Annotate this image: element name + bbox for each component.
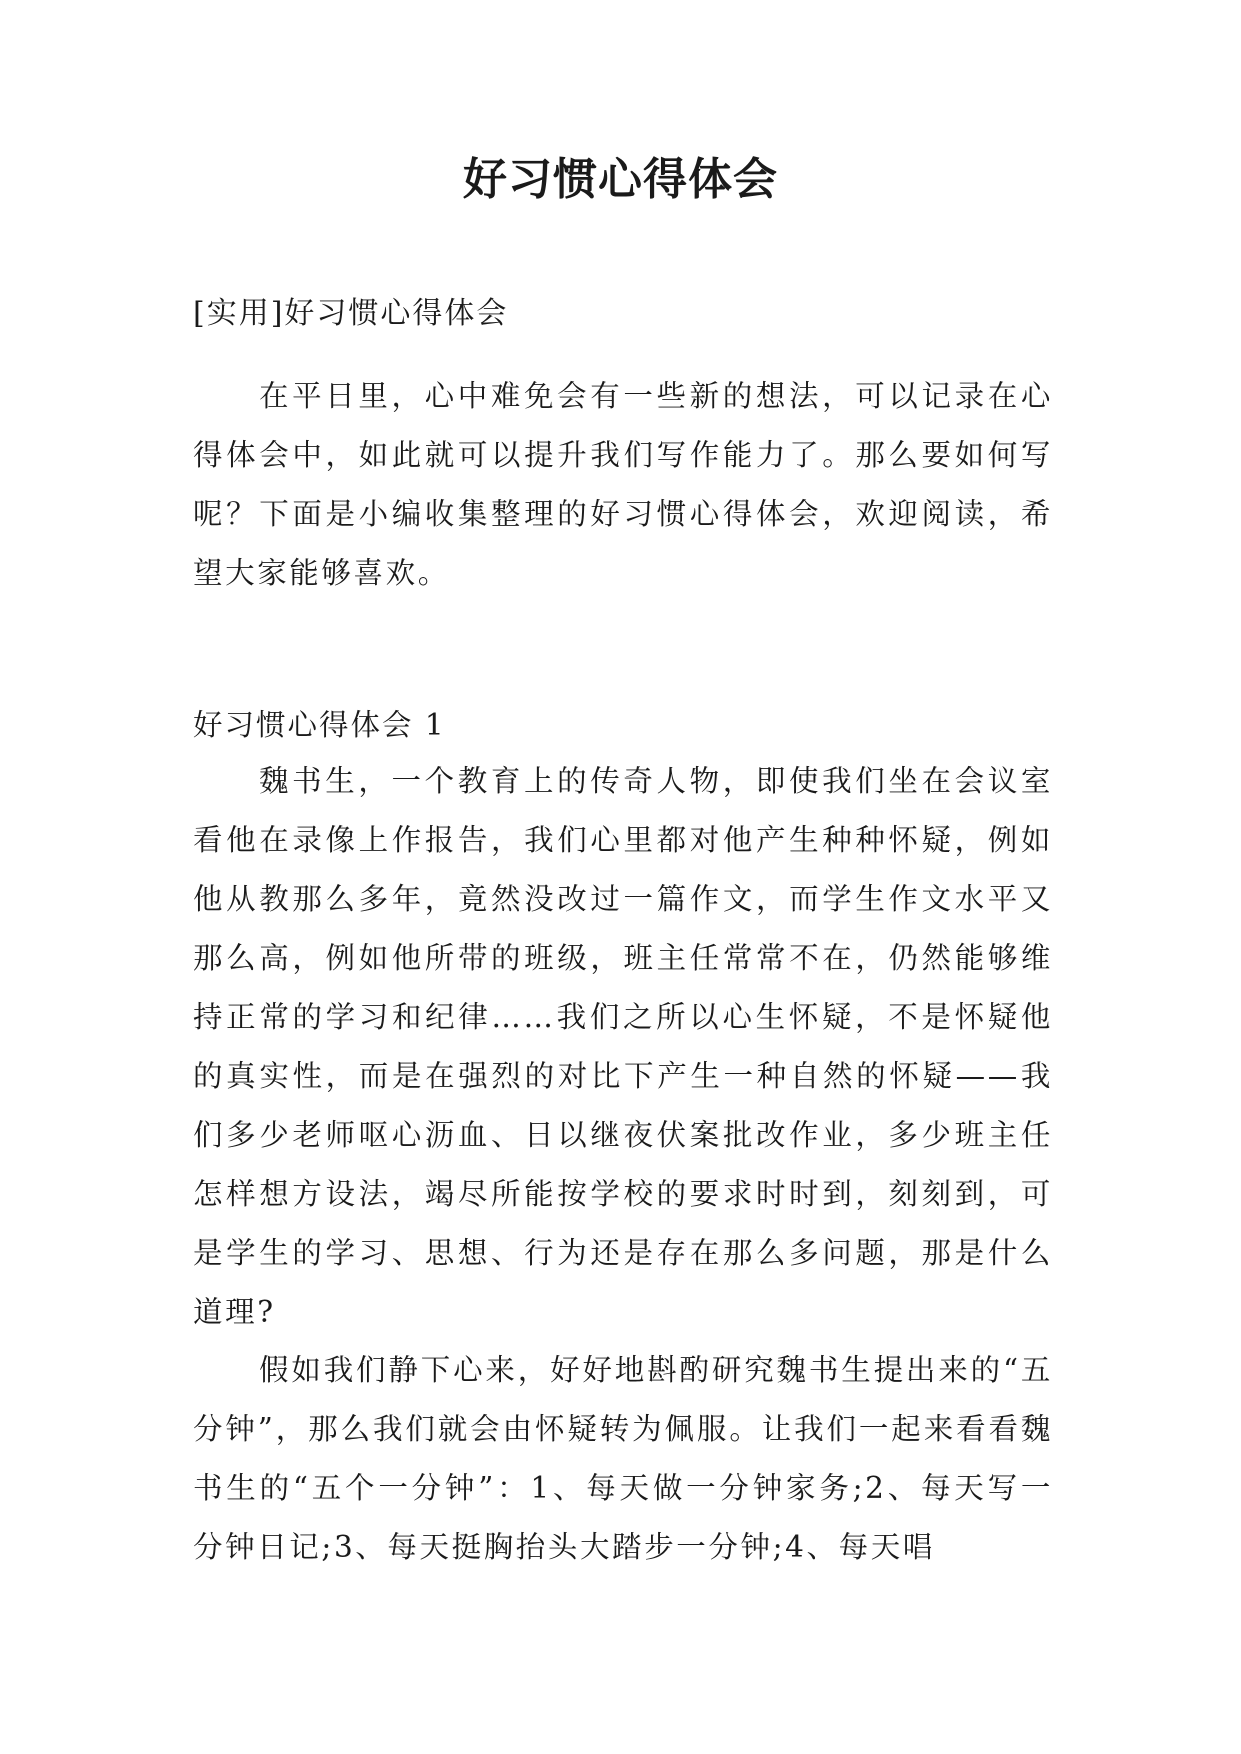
- document-subtitle: [实用]好习惯心得体会: [193, 296, 509, 331]
- section-heading: 好习惯心得体会 1: [193, 708, 446, 742]
- body-paragraph-1: 魏书生，一个教育上的传奇人物，即使我们坐在会议室看他在录像上作报告，我们心里都对他产生种种怀疑，例如他从教那么多年，竟然没改过一篇作文，而学生作文水平又那么高，例如他所带的班级，班主任常常不在，仍然能够维持正常的学习和纪律……我们之所以心生怀疑，不是怀疑他的真实性，而是在强烈的对比下产生一种自然的怀疑——我们多少老师呕心沥血、日以继夜伏案批改作业，多少班主任怎样想方设法，竭尽所能按学校的要求时时到，刻刻到，可是学生的学习、思想、行为还是存在那么多问题，那是什么道理?: [193, 764, 1053, 1329]
- body-paragraph-2: 假如我们静下心来，好好地斟酌研究魏书生提出来的“五分钟”，那么我们就会由怀疑转为佩服。让我们一起来看看魏书生的“五个一分钟”：1、每天做一分钟家务;2、每天写一分钟日记;3、每天挺胸抬头大踏步一分钟;4、每天唱: [193, 1353, 1053, 1564]
- document-title: 好习惯心得体会: [463, 154, 778, 205]
- intro-paragraph: 在平日里，心中难免会有一些新的想法，可以记录在心得体会中，如此就可以提升我们写作能力了。那么要如何写呢？下面是小编收集整理的好习惯心得体会，欢迎阅读，希望大家能够喜欢。: [193, 379, 1053, 590]
